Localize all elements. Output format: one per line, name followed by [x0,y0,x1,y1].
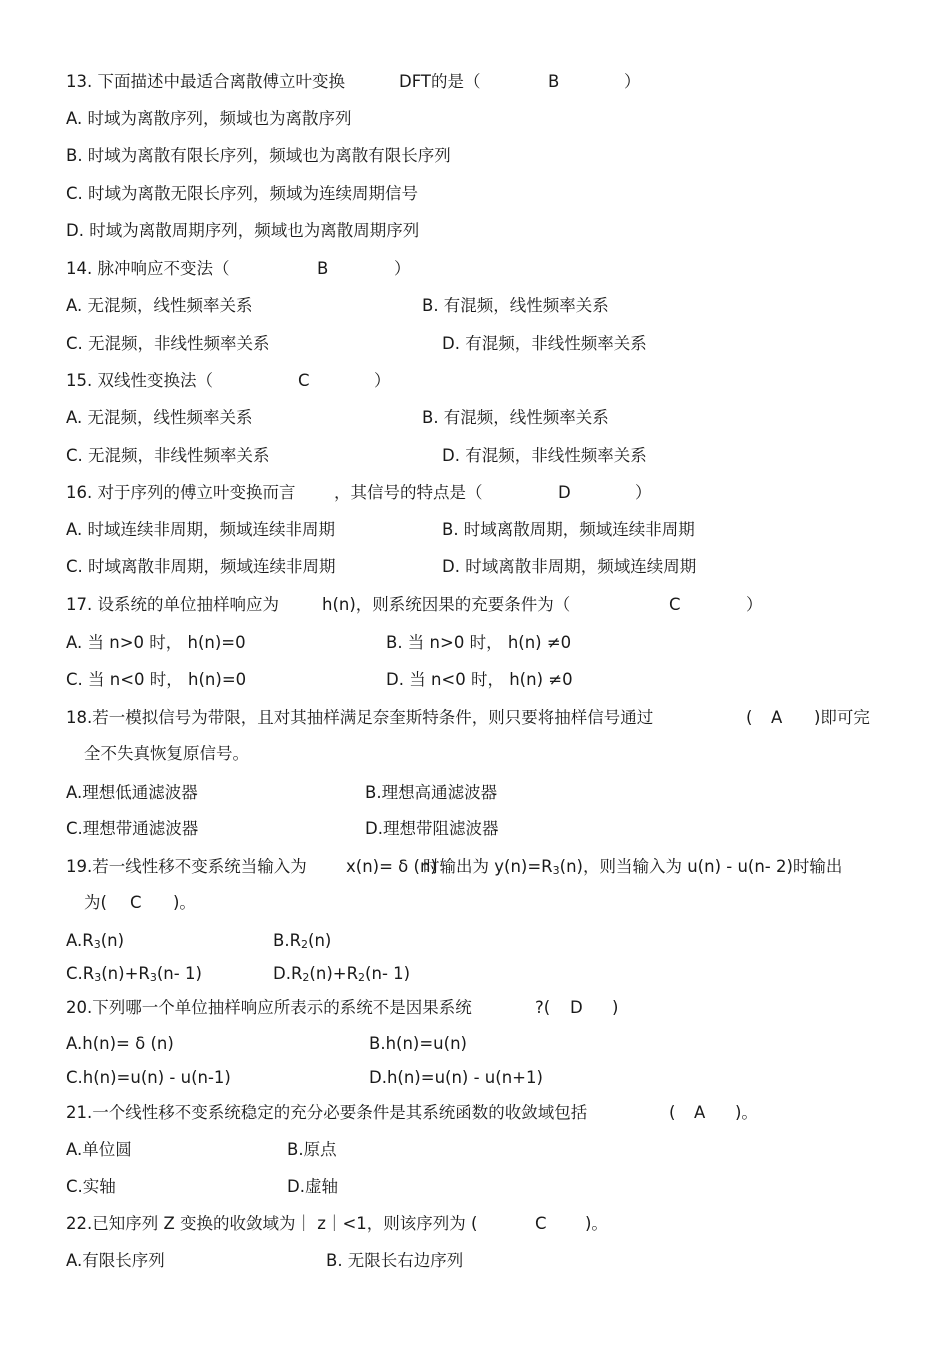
q18-option-b: B.理想高通滤波器 [365,783,498,802]
q20-option-c: C.h(n)=u(n) - u(n-1) [66,1068,231,1087]
q20-option-d: D.h(n)=u(n) - u(n+1) [369,1068,543,1087]
q22-stem: 22.已知序列 Z 变换的收敛域为｜ z｜<1，则该序列为 ( [66,1214,478,1233]
q19-option-c: $C.R_3(n)+R_3(n-$ 1) [66,964,202,984]
q21-option-a: A.单位圆 [66,1140,132,1159]
q17-close: ） [746,595,763,614]
q20-option-a: A.h(n)= δ (n) [66,1034,174,1053]
q22-answer: C [535,1214,547,1233]
q18-option-c: C.理想带通滤波器 [66,819,199,838]
q21-stem: 21.一个线性移不变系统稳定的充分必要条件是其系统函数的收敛域包括 [66,1103,588,1122]
q17-option-b: B. 当 n>0 时， h(n) ≠0 [386,633,572,652]
q13-option-c: C. 时域为离散无限长序列，频域为连续周期信号 [66,184,419,203]
q13-stem: 13. 下面描述中最适合离散傅立叶变换 [66,72,345,91]
q13-option-b: B. 时域为离散有限长序列，频域也为离散有限长序列 [66,146,451,165]
q19-stem-line2-a: 为( [84,893,107,912]
q20-close: ) [612,998,619,1017]
q19-output: 时输出为 $y(n)=R_3(n)$，则当输入为 u(n) - u(n- 2)时输出 [423,857,843,877]
q17-option-d: D. 当 n<0 时， h(n) ≠0 [386,670,573,689]
q15-option-c: C. 无混频，非线性频率关系 [66,446,270,465]
q20-stem: 20.下列哪一个单位抽样响应所表示的系统不是因果系统 [66,998,472,1017]
q18-stem-line2: 全不失真恢复原信号。 [84,744,249,763]
q22-close: )。 [585,1214,608,1233]
q14-close: ） [394,259,411,278]
q15-option-a: A. 无混频，线性频率关系 [66,408,253,427]
q22-option-b: B. 无限长右边序列 [326,1251,464,1270]
q19-answer: C [130,893,142,912]
q18-open: ( [746,708,753,727]
q14-answer: B [317,259,329,278]
q15-stem: 15. 双线性变换法（ [66,371,213,390]
q15-option-b: B. 有混频，线性频率关系 [422,408,609,427]
q13-stem-b: DFT的是（ [399,72,481,91]
q18-tail: )即可完 [814,708,870,727]
q21-open: ( [669,1103,676,1122]
q21-option-c: C.实轴 [66,1177,116,1196]
q16-stem: 16. 对于序列的傅立叶变换而言 [66,483,296,502]
q18-option-d: D.理想带阻滤波器 [365,819,499,838]
q14-stem: 14. 脉冲响应不变法（ [66,259,230,278]
q18-option-a: A.理想低通滤波器 [66,783,198,802]
q19-input: x(n)= δ (n) [346,857,437,876]
q14-option-a: A. 无混频，线性频率关系 [66,296,253,315]
q19-stem: 19.若一线性移不变系统当输入为 [66,857,307,876]
q21-option-d: D.虚轴 [287,1177,338,1196]
q19-option-a: $A.R_3(n)$ [66,931,125,951]
q13-answer: B [548,72,560,91]
q18-stem: 18.若一模拟信号为带限，且对其抽样满足奈奎斯特条件，则只要将抽样信号通过 [66,708,654,727]
q13-option-d: D. 时域为离散周期序列，频域也为离散周期序列 [66,221,420,240]
q13-close: ） [624,72,641,91]
q22-option-a: A.有限长序列 [66,1251,165,1270]
q19-option-b: $B.R_2(n)$ [273,931,332,951]
q21-answer: A [694,1103,706,1122]
q14-option-c: C. 无混频，非线性频率关系 [66,334,270,353]
q16-option-d: D. 时域离散非周期，频域连续周期 [442,557,697,576]
q16-answer: D [558,483,571,502]
q19-option-d: $D.R_2(n)+R_2(n-$ 1) [273,964,411,984]
q17-answer: C [669,595,681,614]
q18-answer: A [771,708,783,727]
q21-option-b: B.原点 [287,1140,337,1159]
q13-option-a: A. 时域为离散序列，频域也为离散序列 [66,109,352,128]
q16-option-a: A. 时域连续非周期，频域连续非周期 [66,520,335,539]
q15-close: ） [374,371,391,390]
q20-option-b: B.h(n)=u(n) [369,1034,467,1053]
q16-stem-b: ，其信号的特点是（ [334,483,483,502]
q16-option-c: C. 时域离散非周期，频域连续非周期 [66,557,336,576]
q14-option-d: D. 有混频，非线性频率关系 [442,334,647,353]
q20-open: ?( [535,998,551,1017]
q15-answer: C [298,371,310,390]
q17-option-a: A. 当 n>0 时， h(n)=0 [66,633,246,652]
q19-stem-line2-b: )。 [173,893,196,912]
q16-close: ） [635,483,652,502]
q17-stem-b: h(n)，则系统因果的充要条件为（ [322,595,571,614]
q21-close: )。 [735,1103,758,1122]
q14-option-b: B. 有混频，线性频率关系 [422,296,609,315]
q15-option-d: D. 有混频，非线性频率关系 [442,446,647,465]
q16-option-b: B. 时域离散周期，频域连续非周期 [442,520,695,539]
q17-stem: 17. 设系统的单位抽样响应为 [66,595,279,614]
q20-answer: D [570,998,583,1017]
q17-option-c: C. 当 n<0 时， h(n)=0 [66,670,247,689]
